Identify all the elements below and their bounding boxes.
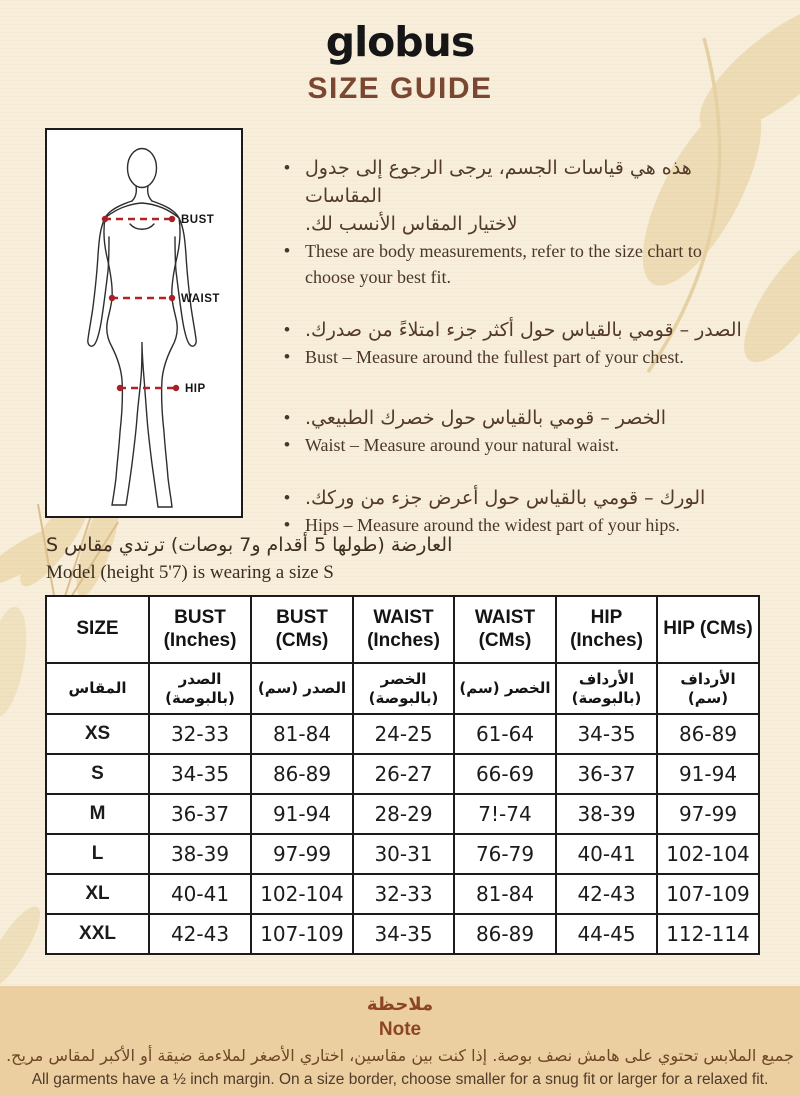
column-header-arabic: المقاس <box>46 663 149 714</box>
measurement-value: 86-89 <box>454 914 556 954</box>
measurement-instructions <box>284 154 764 538</box>
measurement-value: 32-33 <box>353 874 454 914</box>
note-body-arabic: جميع الملابس تحتوي على هامش نصف بوصة. إذا كنت بين مقاسين، اختاري الأصغر لملاءمة ضيقة أو الأكبر لمقاس مريح. <box>6 1046 794 1065</box>
size-value: XL <box>46 874 149 914</box>
column-header: WAIST (Inches) <box>353 596 454 663</box>
table-row <box>46 914 759 954</box>
bust-instruction-arabic: الصدر – قومي بالقياس حول أكثر جزء امتلاءً من صدرك. <box>305 319 742 341</box>
intro-text-arabic-line2: لاختيار المقاس الأنسب لك. <box>305 213 518 235</box>
column-header-arabic: الأرداف (سم) <box>657 663 759 714</box>
measurement-value: 38-39 <box>149 834 251 874</box>
measurement-value: 86-89 <box>251 754 353 794</box>
measurement-value: 36-37 <box>149 794 251 834</box>
measurement-value: 44-45 <box>556 914 657 954</box>
waist-instruction-english: Waist – Measure around your natural waist. <box>305 435 619 455</box>
measurement-value: 34-35 <box>353 914 454 954</box>
bullet-icon: • <box>284 515 290 534</box>
column-header-arabic: الصدر (سم) <box>251 663 353 714</box>
note-body-english: All garments have a ½ inch margin. On a size border, choose smaller for a snug fit or larger for a relaxed fit. <box>31 1071 769 1088</box>
measurement-value: 107-109 <box>657 874 759 914</box>
table-row <box>46 754 759 794</box>
column-header: WAIST (CMs) <box>454 596 556 663</box>
measurement-value: 112-114 <box>657 914 759 954</box>
model-info <box>46 531 516 586</box>
hip-label: HIP <box>185 383 206 395</box>
column-header-arabic: الأرداف (بالبوصة) <box>556 663 657 714</box>
intro-bullet-group <box>284 154 764 290</box>
measurement-value: 24-25 <box>353 714 454 754</box>
page-title: SIZE GUIDE <box>307 72 493 105</box>
column-header: BUST (CMs) <box>251 596 353 663</box>
measurement-value: 76-79 <box>454 834 556 874</box>
measurement-value: 40-41 <box>149 874 251 914</box>
bust-instruction-english: Bust – Measure around the fullest part of your chest. <box>305 347 684 367</box>
bust-bullet-group <box>284 316 764 370</box>
bullet-icon: • <box>284 320 290 339</box>
size-value: XXL <box>46 914 149 954</box>
size-chart-table <box>45 595 760 955</box>
column-header: BUST (Inches) <box>149 596 251 663</box>
waist-bullet-group <box>284 404 764 458</box>
measurement-value: 42-43 <box>556 874 657 914</box>
note-heading-english: Note <box>378 1019 422 1040</box>
note-heading-arabic: ملاحظة <box>366 994 434 1015</box>
table-row <box>46 794 759 834</box>
size-value: XS <box>46 714 149 754</box>
model-info-english: Model (height 5'7) is wearing a size S <box>46 562 334 583</box>
column-header-arabic: الخصر (بالبوصة) <box>353 663 454 714</box>
measurement-value: 97-99 <box>657 794 759 834</box>
column-header-arabic: الخصر (سم) <box>454 663 556 714</box>
waist-instruction-arabic: الخصر – قومي بالقياس حول خصرك الطبيعي. <box>305 407 667 429</box>
column-header: HIP (CMs) <box>657 596 759 663</box>
measurement-value: 102-104 <box>657 834 759 874</box>
measurement-value: 61-64 <box>454 714 556 754</box>
table-row <box>46 874 759 914</box>
column-header-arabic: الصدر (بالبوصة) <box>149 663 251 714</box>
measurement-value: 97-99 <box>251 834 353 874</box>
model-info-arabic: العارضة (طولها 5 أقدام و7 بوصات) ترتدي مقاس S <box>46 534 453 556</box>
intro-text-english-line1: These are body measurements, refer to the size chart to <box>305 241 702 261</box>
bullet-icon: • <box>284 488 290 507</box>
size-value: L <box>46 834 149 874</box>
measurement-value: 91-94 <box>657 754 759 794</box>
measurement-value: 30-31 <box>353 834 454 874</box>
intro-text-arabic-line1: هذه هي قياسات الجسم، يرجى الرجوع إلى جدول المقاسات <box>305 157 692 207</box>
hips-instruction-english: Hips – Measure around the widest part of your hips. <box>305 515 680 535</box>
measurement-value: 34-35 <box>556 714 657 754</box>
column-header: HIP (Inches) <box>556 596 657 663</box>
bullet-icon: • <box>284 158 290 177</box>
column-header: SIZE <box>46 596 149 663</box>
measurement-value: 86-89 <box>657 714 759 754</box>
measurement-value: 7!-74 <box>454 794 556 834</box>
table-row <box>46 714 759 754</box>
table-row <box>46 834 759 874</box>
measurement-value: 36-37 <box>556 754 657 794</box>
body-figure-illustration <box>47 130 241 516</box>
measurement-value: 42-43 <box>149 914 251 954</box>
bullet-icon: • <box>284 241 290 260</box>
waist-label: WAIST <box>181 293 220 305</box>
table-header-row-english <box>46 596 759 663</box>
hips-bullet-group <box>284 484 764 538</box>
measurement-value: 66-69 <box>454 754 556 794</box>
hips-instruction-arabic: الورك – قومي بالقياس حول أعرض جزء من وركك. <box>305 487 706 509</box>
note-footer <box>0 986 800 1096</box>
bust-label: BUST <box>181 214 215 226</box>
bullet-icon: • <box>284 435 290 454</box>
bullet-icon: • <box>284 347 290 366</box>
measurement-value: 28-29 <box>353 794 454 834</box>
body-measurement-diagram <box>45 128 243 518</box>
measurement-value: 81-84 <box>251 714 353 754</box>
brand-logo: globus <box>325 18 475 66</box>
bullet-icon: • <box>284 408 290 427</box>
measurement-value: 107-109 <box>251 914 353 954</box>
intro-text-english-line2: choose your best fit. <box>305 267 451 287</box>
table-header-row-arabic <box>46 663 759 714</box>
measurement-value: 32-33 <box>149 714 251 754</box>
measurement-value: 40-41 <box>556 834 657 874</box>
size-value: M <box>46 794 149 834</box>
measurement-value: 102-104 <box>251 874 353 914</box>
measurement-value: 91-94 <box>251 794 353 834</box>
measurement-value: 81-84 <box>454 874 556 914</box>
measurement-value: 26-27 <box>353 754 454 794</box>
measurement-value: 38-39 <box>556 794 657 834</box>
measurement-value: 34-35 <box>149 754 251 794</box>
size-value: S <box>46 754 149 794</box>
